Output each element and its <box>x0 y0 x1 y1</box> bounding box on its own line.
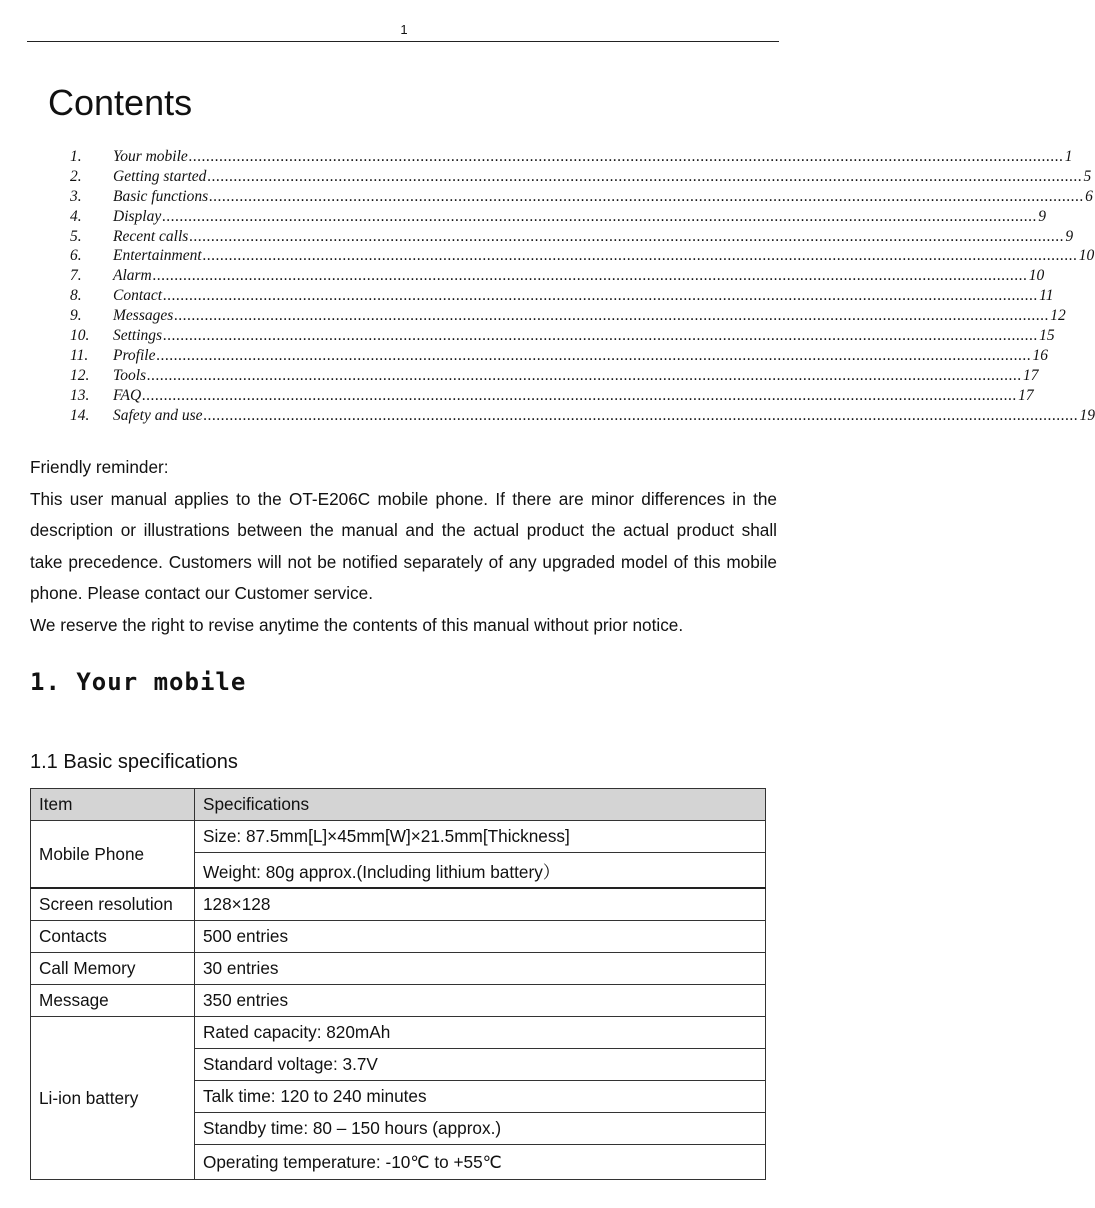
spec-standby-time: Standby time: 80 – 150 hours (approx.) <box>195 1113 766 1145</box>
toc-entry[interactable] <box>70 246 1095 266</box>
toc-page-number: 1 <box>1064 148 1073 165</box>
toc-label: Settings <box>113 327 163 345</box>
toc-label: Getting started <box>113 167 207 185</box>
toc-entry[interactable] <box>70 207 1046 227</box>
toc-label: Contact <box>113 287 163 305</box>
toc-entry[interactable] <box>70 167 1092 187</box>
header-rule <box>27 41 779 42</box>
spec-standard-voltage: Standard voltage: 3.7V <box>195 1049 766 1081</box>
toc-label: Entertainment <box>113 247 202 265</box>
toc-entry[interactable] <box>70 326 1055 346</box>
toc-page-number: 10 <box>1028 267 1045 285</box>
toc-number: 8. <box>70 287 82 305</box>
toc-label: Safety and use <box>113 406 203 424</box>
toc-dot-leader: ........................................................................................................................................................................................................ <box>203 406 1079 424</box>
spec-call-memory: 30 entries <box>195 953 766 985</box>
specifications-table <box>30 788 766 1180</box>
toc-entry[interactable] <box>70 227 1074 247</box>
toc-entry[interactable] <box>70 266 1045 286</box>
table-row <box>31 1017 766 1049</box>
table-header-row <box>31 789 766 821</box>
spec-message: 350 entries <box>195 985 766 1017</box>
toc-number: 11. <box>70 346 89 364</box>
toc-number: 10. <box>70 327 90 345</box>
table-row <box>31 821 766 853</box>
toc-number: 5. <box>70 227 82 245</box>
spec-rated-capacity: Rated capacity: 820mAh <box>195 1017 766 1049</box>
toc-dot-leader: ........................................................................................................................................................................................................ <box>174 307 1050 325</box>
contents-title: Contents <box>48 82 193 123</box>
toc-number: 3. <box>70 187 82 205</box>
toc-dot-leader: ........................................................................................................................................................................................................ <box>188 148 1064 165</box>
toc-dot-leader: ........................................................................................................................................................................................................ <box>152 267 1028 285</box>
toc-label: Alarm <box>113 267 152 285</box>
item-mobile-phone: Mobile Phone <box>31 821 195 889</box>
toc-number: 13. <box>70 386 90 404</box>
toc-dot-leader: ........................................................................................................................................................................................................ <box>156 346 1032 364</box>
toc-page-number: 9 <box>1065 227 1074 245</box>
toc-entry[interactable] <box>70 286 1054 306</box>
toc-number: 2. <box>70 167 82 185</box>
friendly-reminder <box>30 452 777 641</box>
header-item: Item <box>31 789 195 821</box>
item-message: Message <box>31 985 195 1017</box>
table-row <box>31 921 766 953</box>
toc-entry[interactable] <box>70 306 1066 326</box>
section-heading: 1. Your mobile <box>30 668 247 696</box>
toc-dot-leader: ........................................................................................................................................................................................................ <box>189 227 1065 245</box>
toc-dot-leader: ........................................................................................................................................................................................................ <box>147 366 1023 384</box>
reminder-paragraph: This user manual applies to the OT-E206C mobile phone. If there are minor differences in the description or illustrations between the manual and the actual product the actual product shall take precedence. Customers will not be notified separately of any upgraded model of this mobile phone. Please contact our Customer service. <box>30 488 777 603</box>
toc-page-number: 10 <box>1078 247 1095 265</box>
toc-dot-leader: ........................................................................................................................................................................................................ <box>163 287 1039 305</box>
toc-label: FAQ <box>113 386 142 404</box>
toc-page-number: 19 <box>1079 406 1095 424</box>
page-number: 1 <box>400 22 408 37</box>
toc-number: 9. <box>70 307 82 325</box>
spec-operating-temperature: Operating temperature: -10℃ to +55℃ <box>195 1145 766 1180</box>
toc-number: 12. <box>70 366 90 384</box>
toc-dot-leader: ........................................................................................................................................................................................................ <box>209 187 1085 205</box>
subsection-heading: 1.1 Basic specifications <box>30 751 238 773</box>
toc-page-number: 17 <box>1023 366 1039 384</box>
spec-contacts: 500 entries <box>195 921 766 953</box>
reminder-title: Friendly reminder: <box>30 457 169 477</box>
toc-dot-leader: ........................................................................................................................................................................................................ <box>162 207 1038 225</box>
toc-dot-leader: ........................................................................................................................................................................................................ <box>202 247 1078 265</box>
toc-number: 7. <box>70 267 82 285</box>
toc-entry[interactable] <box>70 346 1048 366</box>
table-row <box>31 985 766 1017</box>
toc-page-number: 15 <box>1039 327 1055 345</box>
toc-label: Display <box>113 207 162 225</box>
table-row <box>31 888 766 921</box>
toc-label: Recent calls <box>113 227 189 245</box>
toc-page-number: 16 <box>1032 346 1048 364</box>
spec-weight: Weight: 80g approx.(Including lithium battery） <box>195 853 766 889</box>
toc-entry[interactable] <box>70 366 1039 386</box>
toc-entry[interactable] <box>70 386 1034 406</box>
spec-talk-time: Talk time: 120 to 240 minutes <box>195 1081 766 1113</box>
toc-page-number: 11 <box>1039 287 1054 305</box>
toc-number: 14. <box>70 406 90 424</box>
item-li-ion-battery: Li-ion battery <box>31 1017 195 1180</box>
table-row <box>31 953 766 985</box>
toc-dot-leader: ........................................................................................................................................................................................................ <box>163 327 1039 345</box>
toc-page-number: 5 <box>1083 167 1092 185</box>
table-of-contents <box>70 147 1095 425</box>
header-specifications: Specifications <box>195 789 766 821</box>
item-call-memory: Call Memory <box>31 953 195 985</box>
reminder-notice: We reserve the right to revise anytime the contents of this manual without prior notice. <box>30 614 684 635</box>
toc-label: Basic functions <box>113 187 209 205</box>
item-screen-resolution: Screen resolution <box>31 888 195 921</box>
toc-number: 6. <box>70 247 82 265</box>
spec-screen-resolution: 128×128 <box>195 888 766 921</box>
toc-entry[interactable] <box>70 406 1095 426</box>
toc-entry[interactable] <box>70 147 1073 167</box>
toc-page-number: 6 <box>1085 187 1093 205</box>
toc-label: Messages <box>113 307 174 325</box>
toc-page-number: 17 <box>1018 386 1034 404</box>
spec-size: Size: 87.5mm[L]×45mm[W]×21.5mm[Thickness] <box>195 821 766 853</box>
toc-page-number: 12 <box>1050 307 1066 325</box>
toc-dot-leader: ........................................................................................................................................................................................................ <box>142 386 1018 404</box>
toc-entry[interactable] <box>70 187 1093 207</box>
toc-number: 4. <box>70 207 82 225</box>
toc-page-number: 9 <box>1038 207 1046 225</box>
item-contacts: Contacts <box>31 921 195 953</box>
toc-number: 1. <box>70 148 82 165</box>
toc-dot-leader: ........................................................................................................................................................................................................ <box>207 167 1083 185</box>
toc-label: Tools <box>113 366 147 384</box>
toc-label: Your mobile <box>113 148 188 165</box>
toc-label: Profile <box>113 346 156 364</box>
